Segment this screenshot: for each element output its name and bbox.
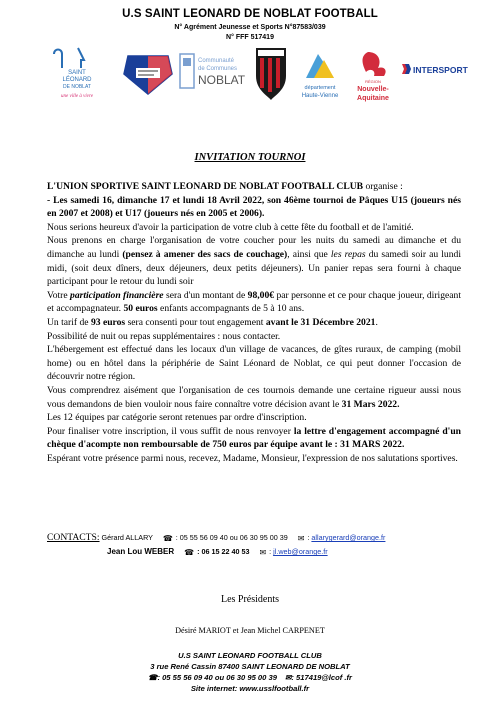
contact-email-link[interactable]: allarygerard@orange.fr	[311, 533, 386, 542]
departement-haute-vienne-logo	[300, 48, 340, 102]
sponsor-logos	[48, 46, 468, 104]
paragraph-deadline: Vous comprendrez aisément que l'organisation de ces tournois demande une certaine rigueur aussi nous vous demandons de bien vouloir nous faire connaître votre décision avant le 31 Mars 2022.	[47, 384, 461, 410]
paragraph-fee: Votre participation financière sera d'un montant de 98,00€ par personne et ce pour chaque joueur, dirigeant et accompagnateur. 50 euros enfants accompagnants de 5 à 10 ans.	[47, 289, 461, 315]
agrement-number: N° Agrément Jeunesse et Sports N°87583/039	[174, 24, 326, 31]
svg-text:RÉGION: RÉGION	[365, 79, 381, 84]
phone-icon: ☎	[147, 673, 158, 682]
letter-body	[47, 180, 461, 465]
svg-text:NOBLAT: NOBLAT	[198, 73, 246, 87]
paragraph-organizer: L'UNION SPORTIVE SAINT LEONARD DE NOBLAT FOOTBALL CLUB organise :	[47, 181, 403, 192]
envelope-icon: ✉	[259, 548, 267, 557]
svg-text:département: département	[304, 85, 336, 91]
jeunesse-sports-logo	[122, 52, 174, 96]
paragraph-welcome: Nous serions heureux d'avoir la participation de votre club à cette fête du football et de l'amitié.	[47, 221, 414, 233]
paragraph-extras: Possibilité de nuit ou repas supplémentaires : nous contacter.	[47, 330, 281, 342]
svg-text:Aquitaine: Aquitaine	[357, 95, 389, 102]
fff-number: N° FFF 517419	[226, 34, 274, 41]
paragraph-teams: Les 12 équipes par catégorie seront retenues par ordre d'inscription.	[47, 412, 307, 424]
presidents-names: Désiré MARIOT et Jean Michel CARPENET	[175, 626, 325, 635]
svg-text:INTERSPORT: INTERSPORT	[413, 65, 468, 75]
phone-icon: ☎	[162, 534, 173, 543]
footer-phone-line: ☎: 05 55 56 09 40 ou 06 30 95 00 39 ✉: 517419@lcof .fr	[147, 673, 353, 682]
fax-icon: ✉	[285, 673, 292, 682]
paragraph-lodging: L'hébergement est effectué dans les locaux d'un village de vacances, de gîtes ruraux, de camping (mobil home) ou en hôtel dans la périphérie de Saint Léonard de Noblat, ce qui peut donner l'occasion de découvrir notre région.	[47, 344, 461, 383]
footer-address: 3 rue René Cassin 87400 SAINT LEONARD DE NOBLAT	[150, 662, 350, 671]
contacts-label: CONTACTS:	[47, 532, 100, 543]
footer-block	[0, 650, 500, 694]
contact-phone: : 05 55 56 09 40 ou 06 30 95 00 39	[175, 533, 288, 542]
footer-club-name: U.S SAINT LEONARD FOOTBALL CLUB	[178, 651, 322, 660]
contact-name: Gérard ALLARY	[101, 533, 153, 542]
presidents-title: Les Présidents	[220, 594, 280, 605]
region-nouvelle-aquitaine-logo	[348, 50, 398, 102]
invitation-title: INVITATION TOURNOI	[194, 152, 306, 163]
contact-row-2: Jean Lou WEBER ☎ : 06 15 22 40 53 ✉ : jl.web@orange.fr	[107, 547, 328, 557]
svg-text:une ville à vivre: une ville à vivre	[61, 94, 93, 99]
footer-website[interactable]: Site internet: www.usslfootball.fr	[190, 684, 310, 693]
football-club-crest	[254, 46, 288, 102]
svg-text:Nouvelle-: Nouvelle-	[357, 86, 389, 93]
contact-phone: : 06 15 22 40 53	[197, 547, 250, 556]
envelope-icon: ✉	[297, 534, 305, 543]
svg-text:Haute-Vienne: Haute-Vienne	[301, 93, 339, 99]
svg-text:SAINT: SAINT	[68, 70, 86, 76]
svg-text:LÉONARD: LÉONARD	[62, 77, 92, 83]
svg-text:de Communes: de Communes	[198, 66, 238, 72]
club-name: U.S SAINT LEONARD DE NOBLAT FOOTBALL	[122, 8, 378, 20]
contact-email-link[interactable]: jl.web@orange.fr	[273, 547, 328, 556]
paragraph-accommodation: Nous prenons en charge l'organisation de votre coucher pour les nuits du samedi au dimanche et du dimanche au lundi (pensez à amener des sacs de couchage), ainsi que les repas du samedi soir au lundi midi, (soit deux dîners, deux déjeuners, deux petits déjeuners). Un panier repas sera fourni à chaque participant pour le retour du lundi soir	[47, 235, 461, 288]
paragraph-closing: Espérant votre présence parmi nous, recevez, Madame, Monsieur, l'expression de nos salutations sportives.	[47, 452, 458, 464]
paragraph-dates: - Les samedi 16, dimanche 17 et lundi 18 Avril 2022, son 46ème tournoi de Pâques U15 (joueurs nés en 2007 et 2008) et U17 (joueurs nés en 2005 et 2006).	[47, 194, 461, 220]
intersport-logo	[402, 62, 468, 76]
contact-row-1: CONTACTS: Gérard ALLARY ☎ : 05 55 56 09 40 ou 06 30 95 00 39 ✉ : allarygerard@orange.fr	[47, 532, 386, 543]
svg-text:DE NOBLAT: DE NOBLAT	[63, 84, 91, 90]
contact-name: Jean Lou WEBER	[107, 547, 175, 556]
svg-text:Communauté: Communauté	[198, 58, 235, 64]
saint-leonard-logo	[48, 46, 106, 104]
phone-icon: ☎	[184, 548, 195, 557]
paragraph-early-rate: Un tarif de 93 euros sera consenti pour tout engagement avant le 31 Décembre 2021.	[47, 316, 378, 328]
communaute-noblat-logo	[180, 52, 256, 92]
paragraph-registration: Pour finaliser votre inscription, il vous suffit de nous renvoyer la lettre d'engagement accompagné d'un chèque d'acompte non remboursable de 750 euros par équipe avant le : 31 MARS 2022.	[47, 425, 461, 451]
